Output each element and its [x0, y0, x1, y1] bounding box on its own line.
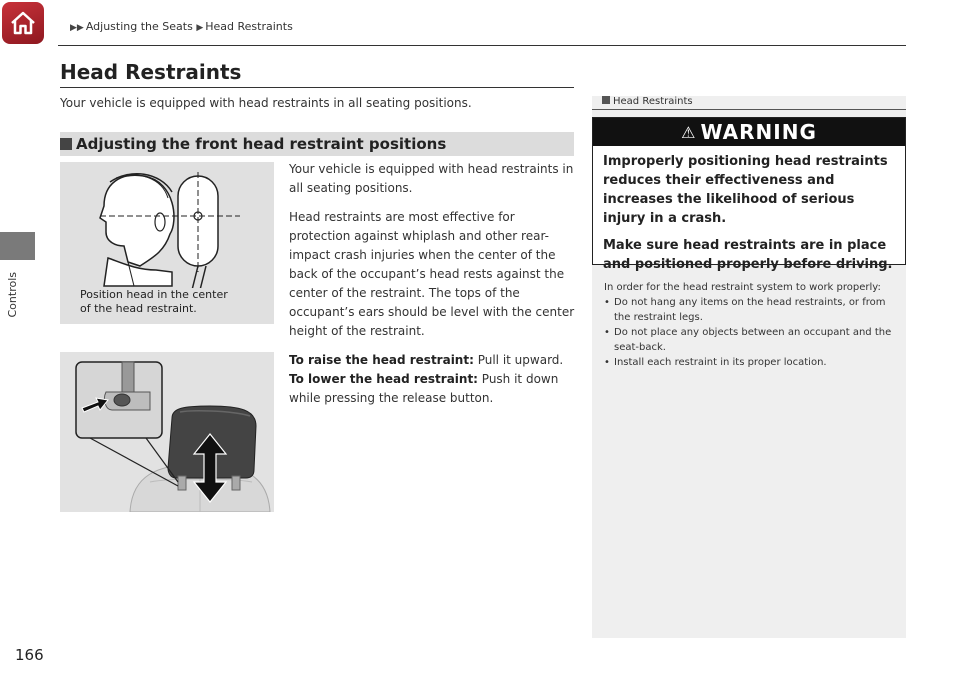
figure-caption	[80, 288, 228, 316]
breadcrumb-item-head-restraints[interactable]: Head Restraints	[205, 20, 293, 33]
breadcrumb-arrow-icon: ▶▶	[70, 23, 84, 33]
breadcrumb-item-adjusting-seats[interactable]: Adjusting the Seats	[85, 20, 193, 33]
side-notes-body	[604, 280, 898, 370]
side-notes-heading-text: Head Restraints	[613, 96, 693, 107]
section-square-icon	[60, 138, 72, 150]
header-divider	[58, 45, 906, 46]
lower-text: Push it down while pressing the release button.	[289, 372, 559, 405]
warning-paragraph-1: Improperly positioning head restraints reduces their effectiveness and increases the likelihood of serious injury in a crash.	[603, 154, 888, 226]
list-item: • Install each restraint in its proper location.	[604, 355, 898, 370]
intro-text: Your vehicle is equipped with head restraints in all seating positions.	[60, 96, 472, 110]
section-heading	[60, 132, 574, 156]
breadcrumb	[70, 20, 293, 33]
side-notes-list	[604, 295, 898, 370]
warning-box	[592, 117, 906, 272]
body-paragraph-2: Head restraints are most effective for protection against whiplash and other rear-impact crash injuries when the center of the back of the occupant’s head rests against the center of the restraint. The tops of the occupant’s ears should be level with the center height of the restraint.	[289, 210, 575, 338]
note-marker-icon	[602, 96, 610, 104]
warning-title: WARNING	[700, 120, 817, 144]
breadcrumb-arrow-icon: ▶	[196, 23, 204, 33]
warning-text	[593, 146, 905, 274]
home-button[interactable]	[2, 2, 44, 44]
side-notes-heading	[602, 96, 693, 107]
head-restraint-adjust-figure	[60, 352, 274, 512]
side-notes-intro: In order for the head restraint system to work properly:	[604, 282, 881, 293]
figure-caption-line1: Position head in the center	[80, 288, 228, 301]
list-item: • Do not place any objects between an occupant and the seat-back.	[604, 325, 898, 355]
chapter-tab-marker	[0, 232, 35, 260]
page-title: Head Restraints	[60, 60, 242, 84]
chapter-label[interactable]: Controls	[6, 272, 19, 318]
raise-text: Pull it upward.	[473, 353, 564, 367]
head-restraint-adjust-illustration	[60, 352, 274, 512]
side-notes-panel	[592, 96, 906, 638]
side-notes-divider	[592, 109, 906, 110]
section-heading-text: Adjusting the front head restraint positions	[76, 135, 447, 153]
head-position-figure	[60, 162, 274, 324]
raise-label: To raise the head restraint:	[289, 353, 474, 367]
body-text	[289, 160, 579, 408]
lower-label: To lower the head restraint:	[289, 372, 478, 386]
page-number: 166	[15, 646, 44, 664]
raise-instruction	[289, 351, 579, 370]
home-icon	[8, 8, 38, 38]
body-paragraph-1: Your vehicle is equipped with head restraints in all seating positions.	[289, 162, 574, 195]
title-divider	[60, 87, 574, 88]
warning-header	[593, 118, 905, 146]
warning-paragraph-2: Make sure head restraints are in place and positioned properly before driving.	[603, 238, 893, 272]
warning-triangle-icon: ⚠	[681, 123, 697, 142]
lower-instruction	[289, 370, 579, 408]
figure-caption-line2: of the head restraint.	[80, 302, 197, 315]
list-item: • Do not hang any items on the head restraints, or from the restraint legs.	[604, 295, 898, 325]
